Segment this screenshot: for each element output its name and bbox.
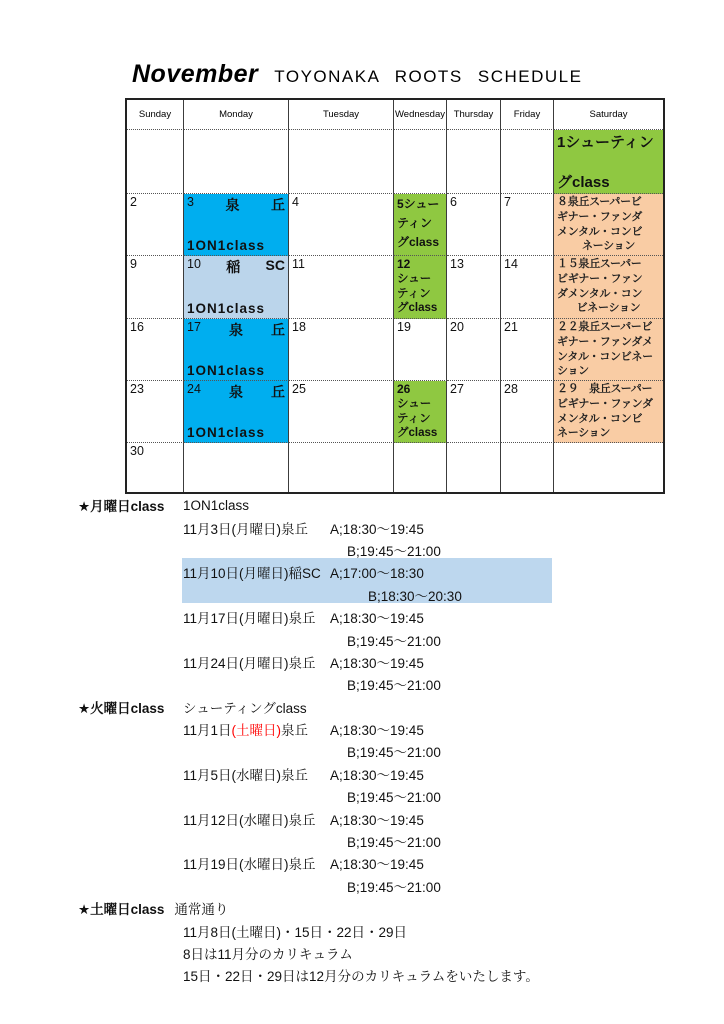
calendar-cell-nov22-super-beginner [554,319,663,381]
entry-time-a: A;18:30～19:45 [330,812,424,828]
entry-date: 11月10日(月曜日)稲SC [183,566,321,582]
cell-text-line: シュー [397,272,432,285]
entry-time-b: B;19:45～21:00 [347,678,441,694]
calendar-cell-empty [501,130,554,194]
calendar-cell-nov23: 23 [127,381,184,443]
schedule-line [78,807,658,829]
entry-date: 11月24日(月曜日)泉丘 [183,655,316,671]
schedule-line [78,964,658,986]
calendar-cell-nov14: 14 [501,256,554,319]
calendar-cell-empty [394,130,447,194]
saturday-note-line: 11月8日(土曜日)・15日・22日・29日 [183,924,408,940]
schedule-line [78,875,658,897]
calendar-cell-nov12-shooting [394,256,447,319]
cell-kanji: 丘 [270,197,285,213]
cell-kanji: 丘 [271,384,285,400]
cell-kanji: 泉 [225,197,240,213]
entry-time-b: B;19:45～21:00 [347,879,441,895]
cell-class-label: 1ON1class [187,238,266,253]
title-heading: TOYONAKA ROOTS SCHEDULE [274,67,583,86]
cell-text-line: グclass [397,235,440,249]
calendar-cell-nov26-shooting [394,381,447,443]
calendar-cell-empty [554,443,663,492]
monday-section-label: ★月曜日class [78,499,165,515]
schedule-line-highlighted [78,584,658,606]
entry-time-a: A;18:30～19:45 [330,655,424,671]
calendar-cell-nov16: 16 [127,319,184,381]
cell-class-label: 1ON1class [187,301,266,316]
schedule-line [78,740,658,762]
calendar-cell-empty [501,443,554,492]
cell-text-line: ティン [397,412,431,425]
cell-text-line: １５泉丘スーパー [557,258,642,270]
calendar-cell-nov6: 6 [447,194,501,256]
entry-time-b: B;19:45～21:00 [347,633,441,649]
calendar-cell-empty [394,443,447,492]
schedule-line [78,673,658,695]
cell-text-line: ネーション [557,427,611,440]
day-header-friday: Friday [501,100,554,130]
entry-time-b: B;19:45～21:00 [347,745,441,761]
calendar-cell-nov10-inasc [184,256,289,319]
tuesday-section-label: ★火曜日class [78,700,165,716]
day-header-wednesday: Wednesday [394,100,447,130]
monday-section-sublabel: 1ON1class [183,497,250,513]
page-title [132,60,582,89]
saturday-note-line: 15日・22日・29日は12月分のカリキュラムをいたします。 [183,969,539,985]
day-header-thursday: Thursday [447,100,501,130]
cell-date-row [187,320,285,340]
entry-time-a: A;18:30～19:45 [330,857,424,873]
calendar-cell-nov28: 28 [501,381,554,443]
calendar-cell-empty [127,130,184,194]
entry-time-a: A;18:30～19:45 [330,767,424,783]
cell-text-line: ティン [397,216,433,230]
cell-text-line: 5シュー [397,197,440,211]
cell-text-line: グclass [557,174,610,191]
entry-date-paren-red: (土曜日) [231,723,282,739]
cell-date-number: 17 [187,320,201,334]
cell-text-line: ビギナー・ファンダ [557,397,653,410]
schedule-line [78,539,658,561]
calendar-cell-nov9: 9 [127,256,184,319]
schedule-line [78,830,658,852]
calendar-cell-nov15-super-beginner [554,256,663,319]
cell-kanji: SC [265,257,285,273]
cell-date-row [187,257,285,277]
calendar-cell-nov2: 2 [127,194,184,256]
calendar-cell-empty [184,130,289,194]
entry-date: 11月17日(月曜日)泉丘 [183,611,316,627]
calendar-cell-nov4: 4 [289,194,394,256]
cell-text-line: ンタル・コンビネー [557,350,653,363]
cell-date-row [187,382,285,402]
calendar-cell-nov21: 21 [501,319,554,381]
cell-class-label: 1ON1class [187,425,266,440]
calendar-cell-nov7: 7 [501,194,554,256]
cell-text-line: ティン [397,287,431,300]
entry-time-b: B;19:45～21:00 [347,790,441,806]
saturday-section-header [78,897,658,919]
schedule-line [78,763,658,785]
calendar-cell-empty [447,130,501,194]
schedule-line [78,516,658,538]
cell-text-line: ２９ 泉丘スーパー [557,383,653,395]
calendar-cell-nov29-super-beginner [554,381,663,443]
saturday-section-label: ★土曜日class [78,902,165,918]
cell-text-line: ネーション [581,240,636,253]
calendar-cell-empty [184,443,289,492]
calendar-cell-nov3-izumigaoka [184,194,289,256]
calendar-cell-nov30: 30 [127,443,184,492]
title-month: November [132,60,259,88]
day-header-monday: Monday [184,100,289,130]
cell-text-line: シュー [397,397,432,410]
cell-kanji: 泉 [228,384,243,400]
entry-date [183,719,330,739]
cell-text-line: ション [557,365,589,378]
cell-text-line: ダメンタル・コン [557,287,643,300]
calendar-cell-nov18: 18 [289,319,394,381]
schedule-line-highlighted [78,561,658,583]
saturday-section-sublabel: 通常通り [174,902,229,918]
cell-text-line: ８泉丘スーパービ [557,196,642,208]
tuesday-section-sublabel: シューティングclass [183,700,307,716]
cell-text-line: ビギナー・ファン [557,272,643,285]
schedule-line [78,606,658,628]
cell-class-label: 1ON1class [187,363,266,378]
schedule-line [78,942,658,964]
schedule-line [78,651,658,673]
calendar-cell-empty [289,130,394,194]
cell-date-number: 12 [397,257,411,271]
schedule-line [78,718,658,740]
cell-kanji: 丘 [271,322,285,338]
entry-time-b: B;19:45～21:00 [347,835,441,851]
day-header-saturday: Saturday [554,100,663,130]
entry-date: 11月3日(月曜日)泉丘 [183,521,309,537]
cell-date-number: 10 [187,257,201,271]
calendar-cell-nov11: 11 [289,256,394,319]
entry-time-a: A;17:00～18:30 [330,566,424,582]
calendar-cell-nov19: 19 [394,319,447,381]
cell-text-line: 1シューティン [557,134,654,151]
calendar-table [125,98,665,494]
calendar-cell-empty [289,443,394,492]
cell-text-line: グclass [397,302,438,315]
calendar-cell-nov17-izumigaoka [184,319,289,381]
calendar-cell-nov24-izumigaoka [184,381,289,443]
calendar-cell-nov1-shooting [554,130,663,194]
saturday-note-line: 8日は11月分のカリキュラム [183,947,353,962]
schedule-line [78,919,658,941]
cell-date-number: 24 [187,382,201,396]
entry-date: 11月5日(水曜日)泉丘 [183,767,309,783]
cell-text-line: メンタル・コンビ [557,225,643,238]
cell-kanji: 稲 [226,259,241,275]
entry-time-a: A;18:30～19:45 [330,723,424,739]
calendar-cell-nov27: 27 [447,381,501,443]
cell-text-line: ギナー・ファンダメ [557,335,653,348]
calendar-cell-nov25: 25 [289,381,394,443]
entry-date-pre: 11月1日 [183,723,232,739]
tuesday-section-header [78,696,658,718]
calendar-cell-nov5-shooting [394,194,447,256]
cell-text-line: ２２泉丘スーパービ [557,321,653,333]
cell-text-line: メンタル・コンビ [557,412,643,425]
calendar-cell-empty [447,443,501,492]
schedule-line [78,628,658,650]
calendar-cell-nov20: 20 [447,319,501,381]
cell-date-number: 3 [187,195,194,209]
schedule-line [78,852,658,874]
calendar-cell-nov8-super-beginner [554,194,663,256]
schedule-details [78,494,658,987]
cell-text-line: ギナー・ファンダ [557,210,642,223]
entry-time-a: A;18:30～19:45 [330,521,424,537]
day-header-tuesday: Tuesday [289,100,394,130]
entry-time-b: B;19:45～21:00 [347,543,441,559]
entry-time-a: A;18:30～19:45 [330,611,424,627]
entry-time-b: B;18:30～20:30 [368,588,462,604]
entry-date: 11月12日(水曜日)泉丘 [183,812,316,828]
entry-date-post: 泉丘 [281,723,309,739]
cell-kanji: 泉 [228,322,243,338]
cell-text-line: グclass [397,427,438,440]
cell-text-line: ビネーション [576,302,641,315]
schedule-line [78,785,658,807]
cell-date-row [187,195,285,215]
day-header-sunday: Sunday [127,100,184,130]
cell-date-number: 26 [397,382,411,396]
monday-section-header [78,494,658,516]
calendar-cell-nov13: 13 [447,256,501,319]
entry-date: 11月19日(水曜日)泉丘 [183,857,316,873]
